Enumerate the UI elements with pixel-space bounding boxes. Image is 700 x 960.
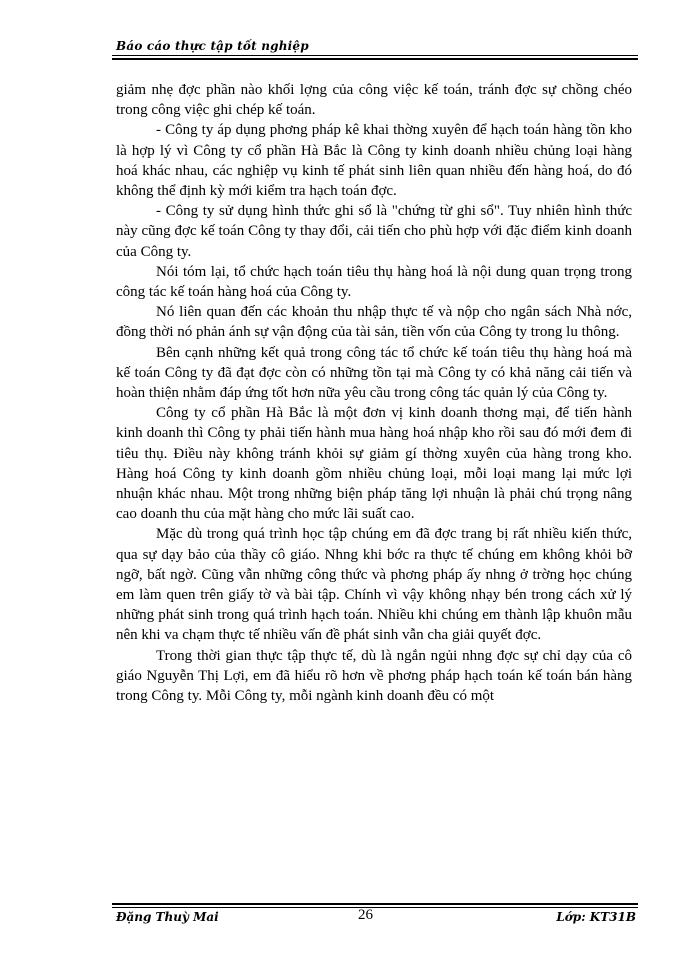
paragraph: Công ty cổ phần Hà Bắc là một đơn vị kinh doanh thơng mại, để tiến hành kinh doanh thì Công ty phải tiến hành mua hàng hoá nhập kho rồi sau đó mới đem đi tiêu thụ. Điều này không tránh khỏi sự giảm gí thờng xuyên của hàng trong kho. Hàng hoá Công ty kinh doanh gồm nhiều chủng loại, mỗi loại mang lại mức lợi nhuận khác nhau. Một trong những biện pháp tăng lợi nhuận là phải chú trọng nâng cao doanh thu của mặt hàng cho mức lãi suất cao. [116, 405, 632, 523]
body-text [116, 80, 632, 706]
paragraph: Nói tóm lại, tổ chức hạch toán tiêu thụ hàng hoá là nội dung quan trọng trong công tác kế toán hàng hoá của Công ty. [116, 263, 632, 301]
footer-rule-thick [112, 903, 638, 905]
paragraph: Nó liên quan đến các khoản thu nhập thực tế và nộp cho ngân sách Nhà nớc, đồng thời nó phản ánh sự vận động của tài sản, tiền vốn của Công ty trong lu thông. [116, 304, 632, 341]
page-number: 26 [358, 907, 373, 923]
paragraph: - Công ty áp dụng phơng pháp kê khai thờng xuyên để hạch toán hàng tồn kho là hợp lý vì Công ty cổ phần Hà Bắc là Công ty kinh doanh nhiều chủng loại hàng hoá khác nhau, các nghiệp vụ kinh tế phát sinh liên quan nhiều đến hàng hoá, do đó không thể định kỳ mới kiểm tra hạch toán đợc. [116, 122, 632, 200]
footer-class-label: Lớp: KT31B [556, 910, 636, 924]
header-rule-thick [112, 58, 638, 60]
header-rule [112, 55, 638, 56]
paragraph: Trong thời gian thực tập thực tế, dù là ngắn ngủi nhng đợc sự chỉ dạy của cô giáo Nguyễn Thị Lợi, em đã hiểu rõ hơn về phơng pháp hạch toán kế toán bán hàng trong Công ty. Mỗi Công ty, mỗi ngành kinh doanh đều có một [116, 647, 632, 705]
footer-author: Đặng Thuỳ Mai [116, 910, 219, 924]
header-title: Báo cáo thực tập tốt nghiệp [116, 39, 309, 53]
paragraph: - Công ty sử dụng hình thức ghi sổ là "chứng từ ghi sổ". Tuy nhiên hình thức này cũng đợc kế toán Công ty thay đổi, cải tiến cho phù hợp với đặc điểm kinh doanh của Công ty. [116, 203, 632, 260]
paragraph: Bên cạnh những kết quả trong công tác tổ chức kế toán tiêu thụ hàng hoá mà kế toán Công ty đã đạt đợc còn có những tồn tại mà Công ty có khả năng cải tiến và hoàn thiện nhằm đáp ứng tốt hơn nữa yêu cầu trong công tác quản lý của Công ty. [116, 344, 632, 402]
paragraph: Mặc dù trong quá trình học tập chúng em đã đợc trang bị rất nhiều kiến thức, qua sự dạy bảo của thầy cô giáo. Nhng khi bớc ra thực tế chúng em không khỏi bỡ ngỡ, bất ngờ. Cũng vẫn những công thức và phơng pháp ấy nhng ở trờng học chúng em làm quen trên giấy tờ và bài tập. Chính vì vậy không nhạy bén trong cách xử lý những phát sinh trong quá trình hạch toán. Nhiều khi chúng em thành lập khuôn mẫu nên khi va chạm thực tế nhiều vấn đề phát sinh vẫn cha giải quyết đợc. [116, 526, 632, 644]
footer-rule [112, 907, 638, 908]
paragraph: giảm nhẹ đợc phần nào khối lợng của công việc kế toán, tránh đợc sự chồng chéo trong công việc ghi chép kế toán. [116, 82, 632, 119]
